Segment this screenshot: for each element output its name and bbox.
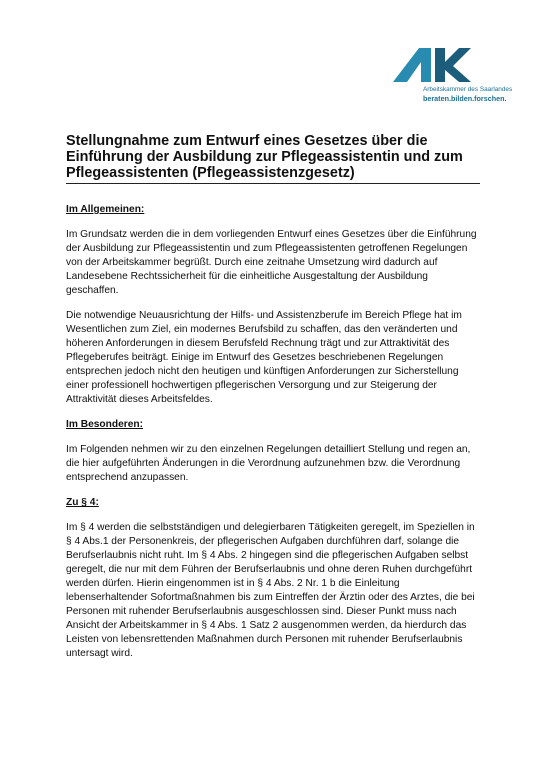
section-heading-besonderen: Im Besonderen: — [66, 419, 143, 430]
paragraph: Die notwendige Neuausrichtung der Hilfs- und Assistenzberufe im Bereich Pflege hat im Wesentlichen zum Ziel, ein modernes Berufsbild zu schaffen, das den veränderten und höheren Anforderungen in diesem Berufsfeld Rechnung trägt und zur Attraktivität des Pflegeberufes beiträgt. Einige im Entwurf des Gesetzes beschriebenen Regelungen entsprechen jedoch nicht den heutigen und künftigen Anforderungen zur Sicherstellung einer professionell hochwertigen pflegerischen Versorgung und zur Steigerung der Attraktivität dieses Arbeitsfeldes. — [66, 310, 462, 405]
section-heading-paragraph-4: Zu § 4: — [66, 497, 99, 508]
ak-logo-mark-icon — [393, 42, 473, 86]
paragraph: Im § 4 werden die selbstständigen und delegierbaren Tätigkeiten geregelt, im Speziellen in § 4 Abs.1 der Personenkreis, der pflegerischen Aufgaben durchführen darf, solange die Berufserlaubnis nicht ruht. Im § 4 Abs. 2 hingegen sind die pflegerischen Aufgaben selbst geregelt, die nur mit dem Führen der Berufserlaubnis und ohne deren Ruhen durchgeführt werden dürfen. Hierin eingenommen ist in § 4 Abs. 2 Nr. 1 b die Einleitung lebenserhaltender Sofortmaßnahmen bis zum Eintreffen der Ärztin oder des Arztes, die bei Personen mit ruhender Berufserlaubnis ausgeschlossen sind. Dieser Punkt muss nach Ansicht der Arbeitskammer in § 4 Abs. 1 Satz 2 ausgenommen werden, da hierdurch das Leisten von lebensrettenden Maßnahmen durch Personen mit ruhender Berufserlaubnis untersagt wird. — [66, 522, 475, 659]
section-heading-allgemein: Im Allgemeinen: — [66, 204, 145, 215]
logo-tagline: beraten.bilden.forschen. — [423, 94, 507, 103]
paragraph: Im Grundsatz werden die in dem vorliegenden Entwurf eines Gesetzes über die Einführung der Ausbildung zur Pflegeassistentin und zum Pflegeassistenten getroffenen Regelungen von der Arbeitskammer begrüßt. Durch eine zeitnahe Umsetzung wird dadurch auf Landesebene Rechtssicherheit für die einheitliche Ausgestaltung der Ausbildung geschaffen. — [66, 229, 477, 296]
arbeitskammer-logo — [393, 42, 518, 107]
paragraph: Im Folgenden nehmen wir zu den einzelnen Regelungen detailliert Stellung und regen an, die hier aufgeführten Änderungen in die Verordnung aufzunehmen bzw. die Verordnung entsprechend anzupassen. — [66, 444, 471, 483]
document-title: Stellungnahme zum Entwurf eines Gesetzes über die Einführung der Ausbildung zur Pflegeassistentin und zum Pflegeassistenten (Pflegeassistenzgesetz) — [66, 133, 480, 184]
document-body — [66, 203, 478, 672]
logo-org-name: Arbeitskammer des Saarlandes — [423, 86, 513, 93]
